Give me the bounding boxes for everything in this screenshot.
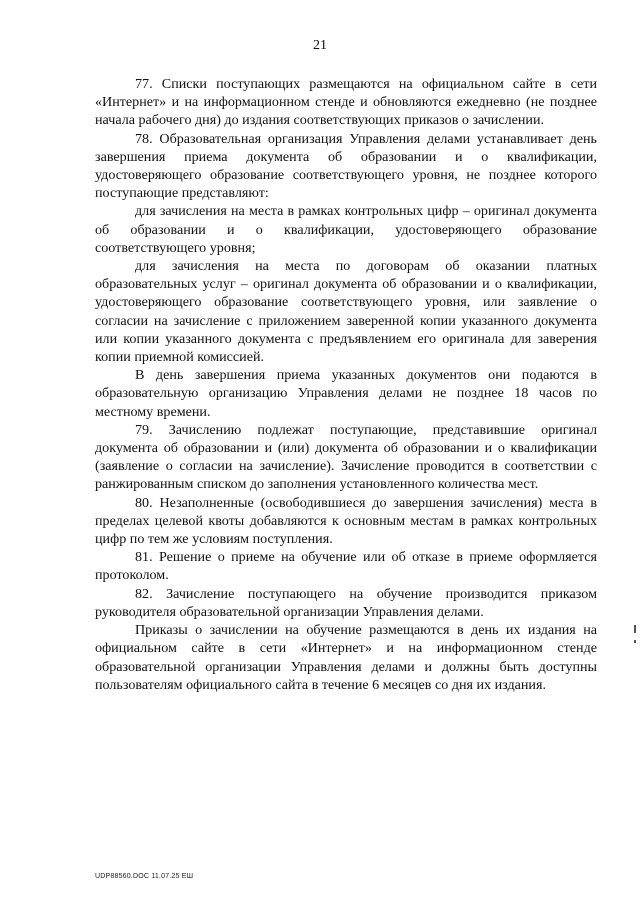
document-body [95, 75, 597, 694]
document-footer: UDP88560.DOC 11.07.25 ЕШ [95, 873, 194, 880]
page-number: 21 [313, 38, 327, 53]
scan-edge-mark [634, 640, 636, 643]
scan-edge-mark [634, 625, 636, 633]
paragraph-78-deadline: В день завершения приема указанных документов они подаются в образовательную организацию Управления делами не позднее 18 часов по местному времени. [95, 367, 597, 420]
paragraph-orders: Приказы о зачислении на обучение размещаются в день их издания на официальном сайте в сети «Интернет» и на информационном стенде образовательной организации Управления делами и должны быть доступны пользователям официального сайта в течение 6 месяцев со дня их издания. [95, 622, 597, 693]
paragraph-80: 80. Незаполненные (освободившиеся до завершения зачисления) места в пределах целевой квоты добавляются к основным местам в рамках контрольных цифр по тем же условиям поступления. [95, 494, 597, 548]
paragraph-77: 77. Списки поступающих размещаются на официальном сайте в сети «Интернет» и на информационном стенде и обновляются ежедневно (не позднее начала рабочего дня) до издания соответствующих приказов о зачислении. [95, 76, 597, 129]
paragraph-79: 79. Зачислению подлежат поступающие, представившие оригинал документа об образовании и (или) документа об образовании и о квалификации (заявление о согласии на зачисление). Зачисление проводится в соответствии с ранжированным списком до заполнения установленного количества мест. [95, 421, 597, 493]
paragraph-78-item-paid: для зачисления на места по договорам об оказании платных образовательных услуг – оригинал документа об образовании и о квалификации, удостоверяющего образование соответствующего уровня, или заявление о согласии на зачисление с приложением заверенной копии указанного документа или копии указанного документа с предъявлением его оригинала для заверения копии приемной комиссией. [95, 258, 597, 366]
paragraph-78: 78. Образовательная организация Управления делами устанавливает день завершения приема документа об образовании и о квалификации, удостоверяющего образование соответствующего уровня, не позднее которого поступающие представляют: [95, 130, 597, 202]
paragraph-81: 81. Решение о приеме на обучение или об отказе в приеме оформляется протоколом. [95, 549, 597, 584]
paragraph-78-item-budget: для зачисления на места в рамках контрольных цифр – оригинал документа об образовании и о квалификации, удостоверяющего образование соответствующего уровня; [95, 203, 597, 256]
paragraph-82: 82. Зачисление поступающего на обучение производится приказом руководителя образовательной организации Управления делами. [95, 585, 597, 620]
